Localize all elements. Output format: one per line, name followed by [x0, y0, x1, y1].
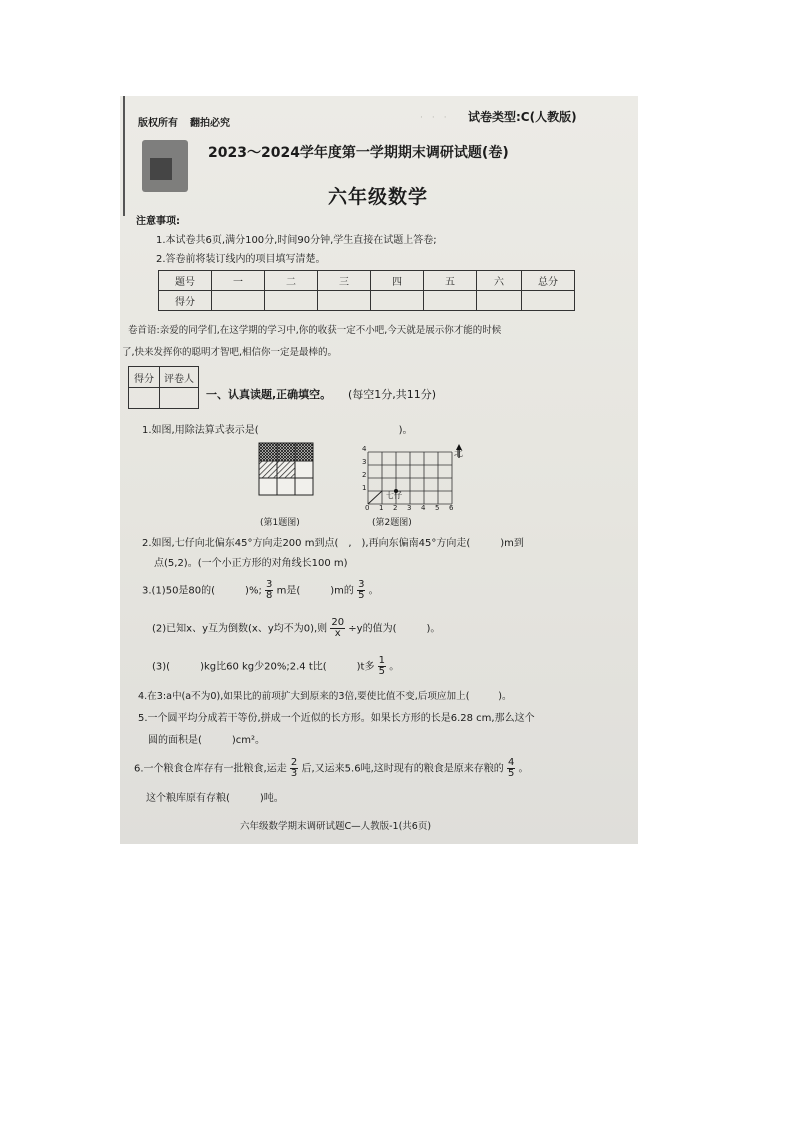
subject-title: 六年级数学	[328, 186, 429, 208]
score-input-cell[interactable]	[424, 291, 477, 311]
x-tick: 6	[449, 504, 454, 512]
score-header-cell: 六	[477, 271, 522, 291]
bleed-through-text: · · ·	[420, 113, 447, 123]
copyright-left: 版权所有	[138, 118, 178, 129]
score-header-cell: 一	[212, 271, 265, 291]
grader-name-label: 评卷人	[160, 367, 199, 388]
fraction: $\frac{2}{3}$	[290, 757, 298, 779]
y-tick: 1	[362, 484, 367, 492]
figure-2-caption: (第2题图)	[372, 518, 412, 528]
score-input-cell[interactable]	[265, 291, 318, 311]
copyright-right: 翻拍必究	[190, 118, 230, 129]
figure-1-caption: (第1题图)	[260, 518, 300, 528]
score-header-cell: 五	[424, 271, 477, 291]
blurred-logo-center	[150, 158, 172, 180]
score-table-header-row	[159, 271, 575, 291]
page-footer: 六年级数学期末调研试题C—人教版-1(共6页)	[240, 821, 432, 832]
fraction: $\frac{3}{8}$	[266, 579, 273, 601]
score-header-cell: 三	[318, 271, 371, 291]
person-label: 七仔	[386, 491, 402, 500]
x-tick: 5	[435, 504, 440, 512]
question-1: 1.如图,用除法算式表示是( )。	[142, 425, 413, 436]
score-header-cell: 题号	[159, 271, 212, 291]
score-input-cell[interactable]	[318, 291, 371, 311]
score-table-score-row	[159, 291, 575, 311]
x-tick: 4	[421, 504, 426, 512]
x-tick: 1	[379, 504, 384, 512]
score-row-label: 得分	[159, 291, 212, 311]
y-tick: 4	[362, 445, 367, 453]
y-tick: 2	[362, 471, 367, 479]
fraction: $\frac{20}{x}$	[331, 617, 345, 639]
score-input-cell[interactable]	[522, 291, 575, 311]
notes-heading: 注意事项:	[136, 216, 180, 227]
question-4: 4.在3:a中(a不为0),如果比的前项扩大到原来的3倍,要使比值不变,后项应加上( )。	[138, 691, 512, 702]
grader-box	[128, 366, 199, 409]
x-tick: 0	[365, 504, 370, 512]
preface-line-2: 了,快来发挥你的聪明才智吧,相信你一定是最棒的。	[122, 347, 338, 358]
question-3-1: 3.(1)50是80的( )%; $\frac{3}{8}$ m是( )m的 $\frac{3}{5}$ 。	[142, 579, 379, 601]
fraction: $\frac{1}{5}$	[378, 655, 386, 677]
score-input-cell[interactable]	[477, 291, 522, 311]
score-header-cell: 二	[265, 271, 318, 291]
preface-line-1: 卷首语:亲爱的同学们,在这学期的学习中,你的收获一定不小吧,今天就是展示你才能的时候	[128, 325, 502, 336]
exam-type: 试卷类型:C(人教版)	[468, 110, 577, 124]
section-1-note: (每空1分,共11分)	[348, 388, 437, 401]
x-tick: 3	[407, 504, 412, 512]
note-item-1: 1.本试卷共6页,满分100分,时间90分钟,学生直接在试题上答卷;	[156, 235, 437, 246]
question-3-3: (3)( )kg比60 kg少20%;2.4 t比( )t多 $\frac{1}{5}$ 。	[152, 655, 400, 677]
y-tick: 3	[362, 458, 367, 466]
grader-score-cell[interactable]	[129, 388, 160, 409]
question-2-line-2: 点(5,2)。(一个小正方形的对角线长100 m)	[154, 558, 348, 569]
question-6-line-2: 这个粮库原有存粮( )吨。	[146, 793, 284, 804]
grader-score-label: 得分	[129, 367, 160, 388]
score-table	[158, 270, 575, 311]
figure-1	[258, 442, 314, 496]
score-input-cell[interactable]	[212, 291, 265, 311]
note-item-2: 2.答卷前将装订线内的项目填写清楚。	[156, 254, 326, 265]
score-header-cell: 四	[371, 271, 424, 291]
question-5-line-2: 圆的面积是( )cm²。	[148, 735, 266, 746]
grader-name-cell[interactable]	[160, 388, 199, 409]
score-header-cell: 总分	[522, 271, 575, 291]
question-2-line-1: 2.如图,七仔向北偏东45°方向走200 m到点( , ),再向东偏南45°方向走( )m到	[142, 538, 524, 549]
question-6-line-1: 6.一个粮食仓库存有一批粮食,运走 $\frac{2}{3}$ 后,又运来5.6吨,这时现有的粮食是原来存粮的 $\frac{4}{5}$ 。	[134, 757, 529, 779]
question-5-line-1: 5.一个圆平均分成若干等份,拼成一个近似的长方形。如果长方形的长是6.28 cm,那么这个	[138, 713, 535, 724]
section-1-title: 一、认真读题,正确填空。	[206, 388, 332, 401]
north-label: 北	[454, 449, 464, 459]
score-input-cell[interactable]	[371, 291, 424, 311]
binding-line	[123, 96, 125, 216]
fraction: $\frac{3}{5}$	[358, 579, 365, 601]
exam-title: 2023～2024学年度第一学期期末调研试题(卷)	[208, 145, 509, 161]
question-3-1-part-b: m是( )m的	[276, 585, 354, 597]
fraction: $\frac{4}{5}$	[507, 757, 515, 779]
question-3-1-part-a: 3.(1)50是80的( )%;	[142, 585, 262, 597]
x-tick: 2	[393, 504, 398, 512]
exam-paper	[120, 96, 638, 844]
question-3-2: (2)已知x、y互为倒数(x、y均不为0),则 $\frac{20}{x}$ ÷y的值为( )。	[152, 617, 441, 639]
